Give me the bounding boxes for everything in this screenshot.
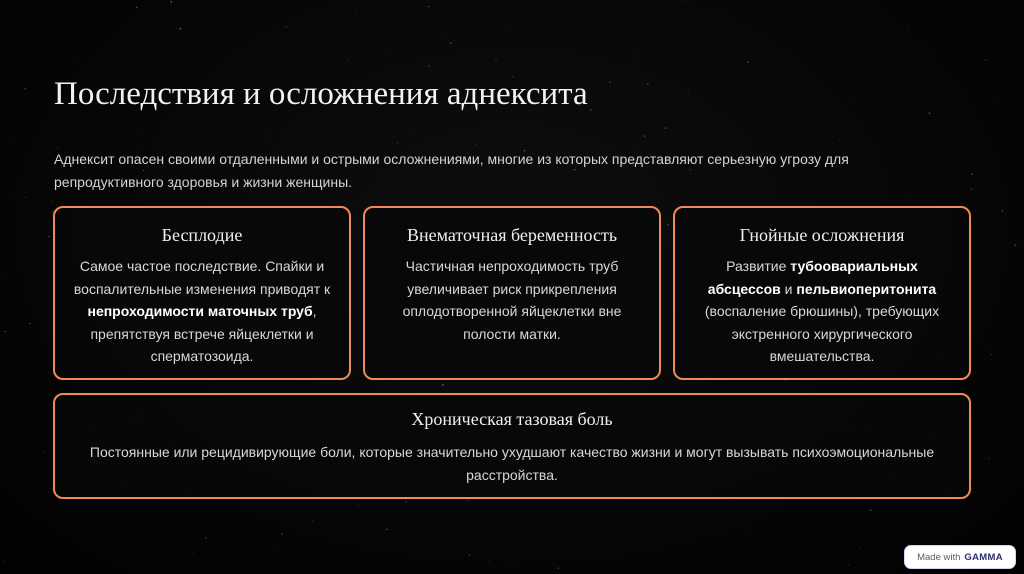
star-dot [205,537,206,538]
card-ectopic-pregnancy [363,206,661,380]
star-dot [19,177,20,178]
star-dot [972,1,973,2]
star-dot [998,102,999,103]
star-dot [810,14,811,15]
star-dot [839,139,841,141]
star-dot [240,141,241,142]
star-dot [246,544,247,545]
text-segment: Развитие [726,258,791,274]
star-dot [98,121,100,123]
star-dot [73,127,74,128]
star-dot [180,28,182,30]
intro-paragraph: Аднексит опасен своими отдаленными и острыми осложнениями, многие из которых представляют серьезную угрозу для репродуктивного здоровья и жизни женщины. [54,151,849,190]
star-dot [850,102,851,103]
star-dot [1014,244,1016,246]
star-dot [79,505,80,506]
card-infertility [53,206,351,380]
star-dot [286,26,287,27]
star-dot [270,135,271,136]
star-dot [929,112,931,114]
star-dot [170,1,172,3]
star-dot [450,42,452,44]
star-dot [469,554,471,556]
star-dot [232,542,233,543]
star-dot [907,26,908,27]
star-dot [278,551,279,552]
star-dot [386,529,387,530]
star-dot [590,109,591,110]
star-dot [29,323,30,324]
card-text [75,441,949,486]
star-dot [0,279,1,280]
star-dot [52,201,53,202]
star-dot [353,362,354,363]
star-dot [228,201,229,202]
star-dot [973,434,974,435]
star-dot [282,202,283,203]
star-dot [488,561,490,563]
star-dot [912,385,913,386]
star-dot [312,520,313,521]
star-dot [14,141,15,142]
star-dot [360,201,361,202]
star-dot [356,10,357,11]
star-dot [541,541,542,542]
star-dot [493,5,494,6]
star-dot [988,458,990,460]
text-segment-bold: непроходимости маточных труб [87,303,313,319]
card-heading: Внематочная беременность [406,225,618,245]
star-dot [65,204,66,205]
star-dot [193,553,194,554]
star-dot [442,384,444,386]
star-dot [174,565,175,566]
text-segment: Постоянные или рецидивирующие боли, которые значительно ухудшают качество жизни и могут вызывать психоэмоциональные расстройства. [89,444,935,483]
star-dot [20,195,21,196]
badge-prefix: Made with [917,551,961,563]
star-dot [786,380,787,381]
star-dot [428,6,429,7]
star-dot [750,92,751,93]
text-segment: Частичная непроходимость труб увеличивает риск прикрепления оплодотворенной яйцеклетки вне полости матки. [402,258,622,342]
star-dot [397,143,398,144]
star-dot [848,564,849,565]
star-dot [48,236,49,237]
star-dot [747,62,748,63]
star-dot [11,195,12,196]
star-dot [3,561,4,562]
star-dot [995,47,997,49]
star-dot [389,51,390,52]
text-segment: Самое частое последствие. Спайки и воспалительные изменения приводят к [73,258,331,297]
made-with-gamma-badge[interactable] [904,545,1016,569]
star-dot [369,144,370,145]
star-dot [659,539,660,540]
page-title: Последствия и осложнения аднексита [54,76,588,112]
star-dot [24,88,25,89]
text-segment-bold: пельвиоперитонита [796,280,937,297]
star-dot [902,74,903,75]
star-dot [414,128,415,129]
star-dot [991,354,992,355]
star-dot [693,533,694,534]
star-dot [428,65,429,66]
star-dot [506,30,507,31]
star-dot [300,71,301,72]
star-dot [971,188,972,189]
star-dot [634,57,635,58]
text-segment-bold: тубоовариальных абсцессов [707,258,918,297]
card-heading: Бесплодие [161,225,243,245]
card-text [73,255,331,368]
star-dot [439,528,440,529]
card-purulent-complications [673,206,971,380]
gamma-logo: GAMMA [964,551,1003,563]
star-dot [995,164,996,165]
star-dot [405,501,406,502]
card-chronic-pelvic-pain [53,393,971,499]
star-dot [281,533,282,534]
star-dot [609,82,610,83]
star-dot [558,568,559,569]
star-dot [721,8,722,9]
text-segment: , препятствуя встрече яйцеклетки и сперматозоида. [90,303,317,364]
card-heading: Хроническая тазовая боль [411,409,613,429]
star-dot [440,38,441,39]
star-dot [870,509,872,511]
star-dot [470,132,471,133]
star-dot [730,500,731,501]
star-dot [567,13,568,14]
star-dot [985,60,986,61]
star-dot [984,349,985,350]
star-dot [644,135,645,136]
star-dot [1002,210,1003,211]
star-dot [139,128,140,129]
star-dot [978,186,979,187]
star-dot [136,7,137,8]
star-dot [665,127,667,129]
star-dot [358,505,359,506]
star-dot [688,90,689,91]
star-dot [495,59,496,60]
card-text [383,255,641,345]
star-dot [467,500,468,501]
star-dot [809,78,810,79]
star-dot [525,519,527,521]
card-text [693,255,951,368]
star-dot [43,451,45,453]
star-dot [991,512,992,513]
star-dot [25,197,26,198]
text-segment: (воспаление брюшины), требующих экстренного хирургического вмешательства. [704,303,940,364]
star-dot [673,43,674,44]
star-dot [667,224,668,225]
star-dot [909,197,910,198]
star-dot [78,63,79,64]
star-dot [639,49,640,50]
star-dot [647,83,649,85]
star-dot [674,88,675,89]
star-dot [1002,3,1003,4]
star-dot [971,173,973,175]
star-dot [470,532,471,533]
star-dot [860,547,861,548]
star-dot [534,128,535,129]
star-dot [685,1,686,2]
star-dot [347,59,348,60]
star-dot [637,146,638,147]
star-dot [681,1,682,2]
card-heading: Гнойные осложнения [739,225,905,245]
star-dot [673,501,674,502]
text-segment: и [780,280,797,297]
star-dot [496,143,497,144]
star-dot [4,331,5,332]
star-dot [244,507,245,508]
star-dot [475,144,477,146]
star-dot [172,21,173,22]
